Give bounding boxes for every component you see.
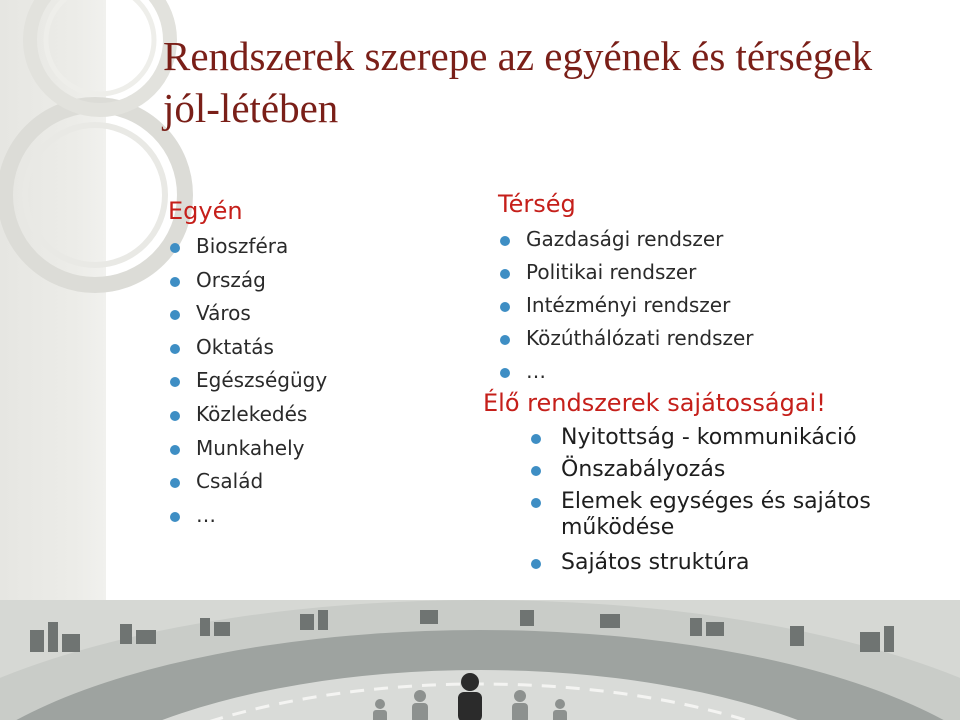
list-item: Közlekedés <box>168 398 468 432</box>
left-list <box>168 230 468 532</box>
city-circle-illustration <box>0 600 960 720</box>
list-item: Politikai rendszer <box>498 256 953 289</box>
list-item: Sajátos struktúra <box>529 547 953 579</box>
list-item: … <box>498 355 953 388</box>
list-item: … <box>168 499 468 533</box>
list-item: Intézményi rendszer <box>498 289 953 322</box>
list-item: Munkahely <box>168 432 468 466</box>
list-item: Közúthálózati rendszer <box>498 322 953 355</box>
list-item: Város <box>168 297 468 331</box>
list-item: Önszabályozás <box>529 454 953 486</box>
list-item: Bioszféra <box>168 230 468 264</box>
list-item: Nyitottság - kommunikáció <box>529 422 953 454</box>
slide-title: Rendszerek szerepe az egyének és térségek jól-létében <box>163 33 873 131</box>
living-systems-list <box>529 422 953 579</box>
city-illustration-graphic <box>0 600 960 720</box>
list-item: Oktatás <box>168 331 468 365</box>
list-item: Ország <box>168 264 468 298</box>
left-heading: Egyén <box>168 197 243 225</box>
living-systems-heading: Élő rendszerek sajátosságai! <box>483 389 826 417</box>
list-item: Gazdasági rendszer <box>498 223 953 256</box>
list-item: Egészségügy <box>168 364 468 398</box>
list-item: Elemek egységes és sajátos működése <box>529 486 953 547</box>
right-list <box>498 223 953 388</box>
left-column <box>168 196 468 532</box>
list-item: Család <box>168 465 468 499</box>
right-column <box>483 189 953 579</box>
right-heading: Térség <box>498 190 576 218</box>
